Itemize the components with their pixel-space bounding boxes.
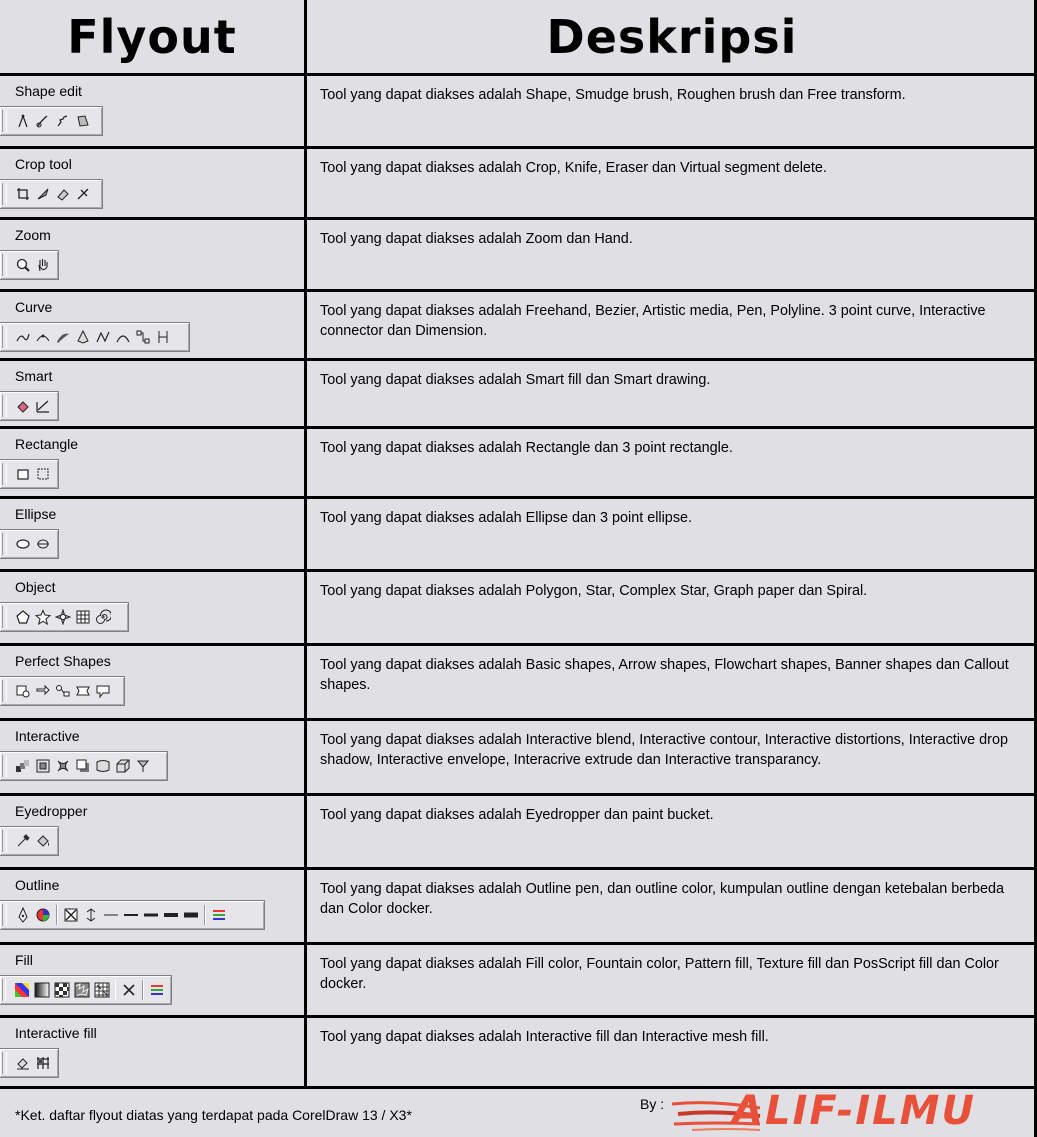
- interactive-extrude-icon[interactable]: [115, 758, 131, 774]
- flyout-description: Tool yang dapat diakses adalah Zoom dan Hand.: [320, 231, 633, 247]
- postscript-fill-icon[interactable]: [94, 982, 110, 998]
- flyout-toolbar: [0, 602, 129, 632]
- 3-point-ellipse-icon[interactable]: [35, 536, 51, 552]
- outline-pen-icon[interactable]: [15, 907, 31, 923]
- smart-drawing-icon[interactable]: [35, 398, 51, 414]
- toolbar-grip[interactable]: [2, 1052, 7, 1074]
- no-outline-icon[interactable]: [63, 907, 79, 923]
- basic-shapes-icon[interactable]: [15, 683, 31, 699]
- toolbar-grip[interactable]: [2, 533, 7, 555]
- table-row: [0, 220, 1037, 292]
- footer-note: *Ket. daftar flyout diatas yang terdapat pada CorelDraw 13 / X3*: [15, 1107, 412, 1123]
- flyout-toolbar: [0, 826, 59, 856]
- flyout-description: Tool yang dapat diakses adalah Rectangle dan 3 point rectangle.: [320, 440, 733, 456]
- table-row: [0, 646, 1037, 721]
- column-divider: [304, 0, 307, 1089]
- flyout-toolbar: [0, 391, 59, 421]
- flyout-toolbar: [0, 751, 168, 781]
- interactive-connector-icon[interactable]: [135, 329, 151, 345]
- flyout-description: Tool yang dapat diakses adalah Interactive blend, Interactive contour, Interactive distortions, Interactive drop shadow, Interactive envelope, Interacrive extrude dan Interactive transparancy.: [320, 732, 1008, 768]
- artistic-media-icon[interactable]: [55, 329, 71, 345]
- interactive-blend-icon[interactable]: [15, 758, 31, 774]
- banner-shapes-icon[interactable]: [75, 683, 91, 699]
- flyout-description: Tool yang dapat diakses adalah Ellipse dan 3 point ellipse.: [320, 510, 693, 526]
- flyout-toolbar: [0, 179, 103, 209]
- flyout-toolbar: [0, 250, 59, 280]
- flyout-description: Tool yang dapat diakses adalah Smart fill dan Smart drawing.: [320, 372, 711, 388]
- flyout-name: Curve: [15, 299, 53, 315]
- flyout-description: Tool yang dapat diakses adalah Shape, Smudge brush, Roughen brush dan Free transform.: [320, 87, 906, 103]
- flyout-name: Fill: [15, 952, 33, 968]
- by-label: By :: [640, 1096, 665, 1112]
- table-row: [0, 429, 1037, 499]
- flyout-name: Zoom: [15, 227, 51, 243]
- toolbar-grip[interactable]: [2, 183, 7, 205]
- toolbar-separator: [56, 905, 58, 925]
- table-row: [0, 721, 1037, 796]
- spiral-icon[interactable]: [95, 609, 111, 625]
- toolbar-grip[interactable]: [2, 830, 7, 852]
- flyout-name: Object: [15, 579, 56, 595]
- table-row: [0, 76, 1037, 149]
- shape-tool-icon[interactable]: [15, 113, 31, 129]
- logo-text: ALIF-ILMU: [732, 1088, 976, 1134]
- toolbar-grip[interactable]: [2, 395, 7, 417]
- flyout-toolbar: [0, 975, 172, 1005]
- knife-icon[interactable]: [35, 186, 51, 202]
- toolbar-separator: [204, 905, 206, 925]
- smart-fill-icon[interactable]: [15, 398, 31, 414]
- eraser-icon[interactable]: [55, 186, 71, 202]
- flyout-toolbar: [0, 900, 265, 930]
- 3-point-rectangle-icon[interactable]: [35, 466, 51, 482]
- fill-color-icon[interactable]: [14, 982, 30, 998]
- no-fill-icon[interactable]: [121, 982, 137, 998]
- flyout-name: Interactive: [15, 728, 80, 744]
- toolbar-grip[interactable]: [2, 904, 7, 926]
- interactive-fill-icon[interactable]: [15, 1055, 31, 1071]
- toolbar-grip[interactable]: [2, 680, 7, 702]
- pattern-fill-icon[interactable]: [54, 982, 70, 998]
- flyout-name: Eyedropper: [15, 803, 88, 819]
- smudge-brush-icon[interactable]: [35, 113, 51, 129]
- flyout-name: Ellipse: [15, 506, 57, 522]
- pen-icon[interactable]: [75, 329, 91, 345]
- dimension-icon[interactable]: [155, 329, 171, 345]
- flyout-toolbar: [0, 1048, 59, 1078]
- table-row: [0, 149, 1037, 220]
- eyedropper-icon[interactable]: [15, 833, 31, 849]
- outline-width-2-icon[interactable]: [123, 907, 139, 923]
- 3-point-curve-icon[interactable]: [115, 329, 131, 345]
- flyout-description: Tool yang dapat diakses adalah Eyedropper dan paint bucket.: [320, 807, 714, 823]
- toolbar-grip[interactable]: [2, 755, 7, 777]
- color-docker-icon[interactable]: [149, 982, 165, 998]
- arrow-shapes-icon[interactable]: [35, 683, 51, 699]
- toolbar-grip[interactable]: [2, 463, 7, 485]
- callout-shapes-icon[interactable]: [95, 683, 111, 699]
- flyout-name: Crop tool: [15, 156, 72, 172]
- rectangle-icon[interactable]: [15, 466, 31, 482]
- flyout-toolbar: [0, 106, 103, 136]
- free-transform-icon[interactable]: [75, 113, 91, 129]
- flyout-description: Tool yang dapat diakses adalah Polygon, Star, Complex Star, Graph paper dan Spiral.: [320, 583, 868, 599]
- crop-icon[interactable]: [15, 186, 31, 202]
- flyout-description: Tool yang dapat diakses adalah Interactive fill dan Interactive mesh fill.: [320, 1029, 769, 1045]
- flyout-description: Tool yang dapat diakses adalah Freehand, Bezier, Artistic media, Pen, Polyline. 3 point curve, Interactive connector dan Dimension.: [320, 303, 986, 339]
- interactive-contour-icon[interactable]: [35, 758, 51, 774]
- roughen-brush-icon[interactable]: [55, 113, 71, 129]
- polygon-icon[interactable]: [15, 609, 31, 625]
- hand-icon[interactable]: [35, 257, 51, 273]
- toolbar-separator: [142, 980, 144, 1000]
- flyout-name: Perfect Shapes: [15, 653, 111, 669]
- toolbar-grip[interactable]: [2, 254, 7, 276]
- table-row: [0, 1018, 1037, 1089]
- interactive-mesh-fill-icon[interactable]: [35, 1055, 51, 1071]
- interactive-envelope-icon[interactable]: [95, 758, 111, 774]
- toolbar-separator: [115, 980, 117, 1000]
- hairline-outline-icon[interactable]: [83, 907, 99, 923]
- flyout-name: Interactive fill: [15, 1025, 97, 1041]
- polyline-icon[interactable]: [95, 329, 111, 345]
- bezier-icon[interactable]: [35, 329, 51, 345]
- flyout-description: Tool yang dapat diakses adalah Outline pen, dan outline color, kumpulan outline dengan ketebalan berbeda dan Color docker.: [320, 881, 1005, 917]
- flyout-description: Tool yang dapat diakses adalah Basic shapes, Arrow shapes, Flowchart shapes, Banner shapes dan Callout shapes.: [320, 657, 1009, 693]
- flyout-description: Tool yang dapat diakses adalah Fill color, Fountain color, Pattern fill, Texture fill dan PosScript fill dan Color docker.: [320, 956, 999, 992]
- flowchart-shapes-icon[interactable]: [55, 683, 71, 699]
- table-row: [0, 361, 1037, 429]
- flyout-name: Outline: [15, 877, 60, 893]
- header-flyout: Flyout: [0, 0, 304, 76]
- flyout-name: Smart: [15, 368, 53, 384]
- flyout-name: Shape edit: [15, 83, 82, 99]
- outline-width-5-icon[interactable]: [183, 907, 199, 923]
- alif-ilmu-logo: [672, 1090, 982, 1136]
- interactive-transparency-icon[interactable]: [135, 758, 151, 774]
- star-icon[interactable]: [35, 609, 51, 625]
- table-row: [0, 572, 1037, 646]
- virtual-segment-delete-icon[interactable]: [75, 186, 91, 202]
- complex-star-icon[interactable]: [55, 609, 71, 625]
- toolbar-grip[interactable]: [2, 326, 7, 348]
- interactive-drop-shadow-icon[interactable]: [75, 758, 91, 774]
- ellipse-icon[interactable]: [15, 536, 31, 552]
- toolbar-grip[interactable]: [2, 606, 7, 628]
- header-deskripsi: Deskripsi: [307, 0, 1037, 76]
- outline-width-4-icon[interactable]: [163, 907, 179, 923]
- freehand-icon[interactable]: [15, 329, 31, 345]
- table-row: [0, 945, 1037, 1018]
- footer: [0, 1089, 1037, 1137]
- table-row: [0, 292, 1037, 361]
- texture-fill-icon[interactable]: [74, 982, 90, 998]
- flyout-toolbar: [0, 322, 190, 352]
- table-row: [0, 499, 1037, 572]
- outline-width-1-icon[interactable]: [103, 907, 119, 923]
- flyout-toolbar: [0, 676, 125, 706]
- color-docker-icon[interactable]: [211, 907, 227, 923]
- outline-width-3-icon[interactable]: [143, 907, 159, 923]
- graph-paper-icon[interactable]: [75, 609, 91, 625]
- outline-color-icon[interactable]: [35, 907, 51, 923]
- fountain-fill-icon[interactable]: [34, 982, 50, 998]
- flyout-description: Tool yang dapat diakses adalah Crop, Knife, Eraser dan Virtual segment delete.: [320, 160, 827, 176]
- zoom-icon[interactable]: [15, 257, 31, 273]
- flyout-name: Rectangle: [15, 436, 79, 452]
- flyout-toolbar: [0, 529, 59, 559]
- flyout-toolbar: [0, 459, 59, 489]
- toolbar-grip[interactable]: [2, 979, 6, 1001]
- table-row: [0, 870, 1037, 945]
- toolbar-grip[interactable]: [2, 110, 7, 132]
- interactive-distortion-icon[interactable]: [55, 758, 71, 774]
- table-row: [0, 796, 1037, 870]
- paint-bucket-icon[interactable]: [35, 833, 51, 849]
